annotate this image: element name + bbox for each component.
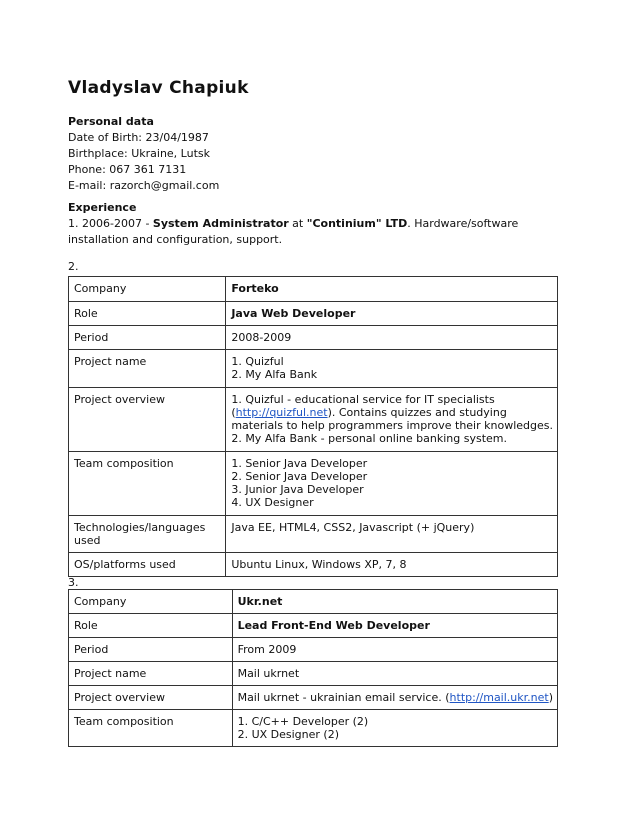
- team-value: [232, 710, 557, 747]
- role-label: Role: [69, 614, 233, 638]
- overview-line: 1. Quizful - educational service for IT specialists: [231, 393, 495, 406]
- role-value: [232, 614, 557, 638]
- tech-label: Technologies/languages used: [69, 516, 226, 553]
- role-label: Role: [69, 302, 226, 326]
- overview-value: [226, 388, 558, 452]
- tech-value: Java EE, HTML4, CSS2, Javascript (+ jQuery): [226, 516, 558, 553]
- experience-item-1: [68, 216, 568, 232]
- job-3-table: [68, 589, 558, 747]
- experience-item-1-line2: installation and configuration, support.: [68, 233, 283, 246]
- team-label: Team composition: [69, 710, 233, 747]
- list-item: 1. C/C++ Developer (2): [237, 715, 369, 728]
- list-item: 2. My Alfa Bank: [231, 368, 318, 381]
- period-label: Period: [69, 638, 233, 662]
- table-row: [69, 350, 558, 388]
- table-row: [69, 686, 558, 710]
- personal-data-heading: Personal data: [68, 115, 154, 128]
- overview-label: Project overview: [69, 686, 233, 710]
- list-item: 1. Quizful: [231, 355, 284, 368]
- table-row: [69, 452, 558, 516]
- overview-line: [231, 406, 553, 419]
- quizful-link[interactable]: http://quizful.net: [235, 406, 328, 419]
- role-name: Java Web Developer: [231, 307, 356, 320]
- exp1-role: System Administrator: [152, 217, 289, 230]
- company-name: Ukr.net: [237, 595, 283, 608]
- email: E-mail: razorch@gmail.com: [68, 179, 220, 192]
- role-name: Lead Front-End Web Developer: [237, 619, 430, 632]
- job-2-table: [68, 276, 558, 577]
- job-3-number: 3.: [68, 576, 79, 589]
- list-item: 2. UX Designer (2): [237, 728, 340, 741]
- role-value: [226, 302, 558, 326]
- table-row: [69, 662, 558, 686]
- company-name: Forteko: [231, 282, 279, 295]
- experience-heading: Experience: [68, 201, 137, 214]
- company-value: [232, 590, 557, 614]
- project-name-label: Project name: [69, 350, 226, 388]
- job-2-number: 2.: [68, 260, 79, 273]
- company-value: [226, 277, 558, 302]
- os-value: Ubuntu Linux, Windows XP, 7, 8: [226, 553, 558, 577]
- list-item: 1. Senior Java Developer: [231, 457, 368, 470]
- table-row: [69, 326, 558, 350]
- paren-open: (: [231, 406, 236, 419]
- overview-value: [232, 686, 557, 710]
- date-of-birth: Date of Birth: 23/04/1987: [68, 131, 209, 144]
- overview-line: 2. My Alfa Bank - personal online banking system.: [231, 432, 507, 445]
- exp1-prefix: 1. 2006-2007 -: [68, 217, 153, 230]
- list-item: 4. UX Designer: [231, 496, 314, 509]
- overview-text: Mail ukrnet - ukrainian email service. (: [237, 691, 450, 704]
- table-row: [69, 277, 558, 302]
- phone: Phone: 067 361 7131: [68, 163, 187, 176]
- period-value: From 2009: [232, 638, 557, 662]
- overview-line-rest: ). Contains quizzes and studying: [327, 406, 507, 419]
- period-label: Period: [69, 326, 226, 350]
- table-row: [69, 388, 558, 452]
- table-row: [69, 614, 558, 638]
- table-row: [69, 516, 558, 553]
- exp1-company: "Continium" LTD: [306, 217, 408, 230]
- period-value: 2008-2009: [226, 326, 558, 350]
- project-name-label: Project name: [69, 662, 233, 686]
- birthplace: Birthplace: Ukraine, Lutsk: [68, 147, 211, 160]
- overview-line: [238, 691, 553, 704]
- exp1-at: at: [288, 217, 307, 230]
- table-row: [69, 302, 558, 326]
- os-label: OS/platforms used: [69, 553, 226, 577]
- overview-label: Project overview: [69, 388, 226, 452]
- resume-name: Vladyslav Chapiuk: [68, 78, 249, 98]
- project-name-value: [226, 350, 558, 388]
- paren-close: ): [548, 691, 553, 704]
- experience-section: [68, 200, 568, 248]
- project-name-value: Mail ukrnet: [232, 662, 557, 686]
- company-label: Company: [69, 590, 233, 614]
- team-value: [226, 452, 558, 516]
- overview-line: materials to help programmers improve their knowledges.: [231, 419, 553, 432]
- mail-ukr-link[interactable]: http://mail.ukr.net: [449, 691, 549, 704]
- table-row: [69, 553, 558, 577]
- table-row: [69, 638, 558, 662]
- team-label: Team composition: [69, 452, 226, 516]
- table-row: [69, 710, 558, 747]
- list-item: 2. Senior Java Developer: [231, 470, 368, 483]
- company-label: Company: [69, 277, 226, 302]
- table-row: [69, 590, 558, 614]
- exp1-rest: . Hardware/software: [407, 217, 519, 230]
- list-item: 3. Junior Java Developer: [231, 483, 364, 496]
- personal-data-section: [68, 114, 568, 194]
